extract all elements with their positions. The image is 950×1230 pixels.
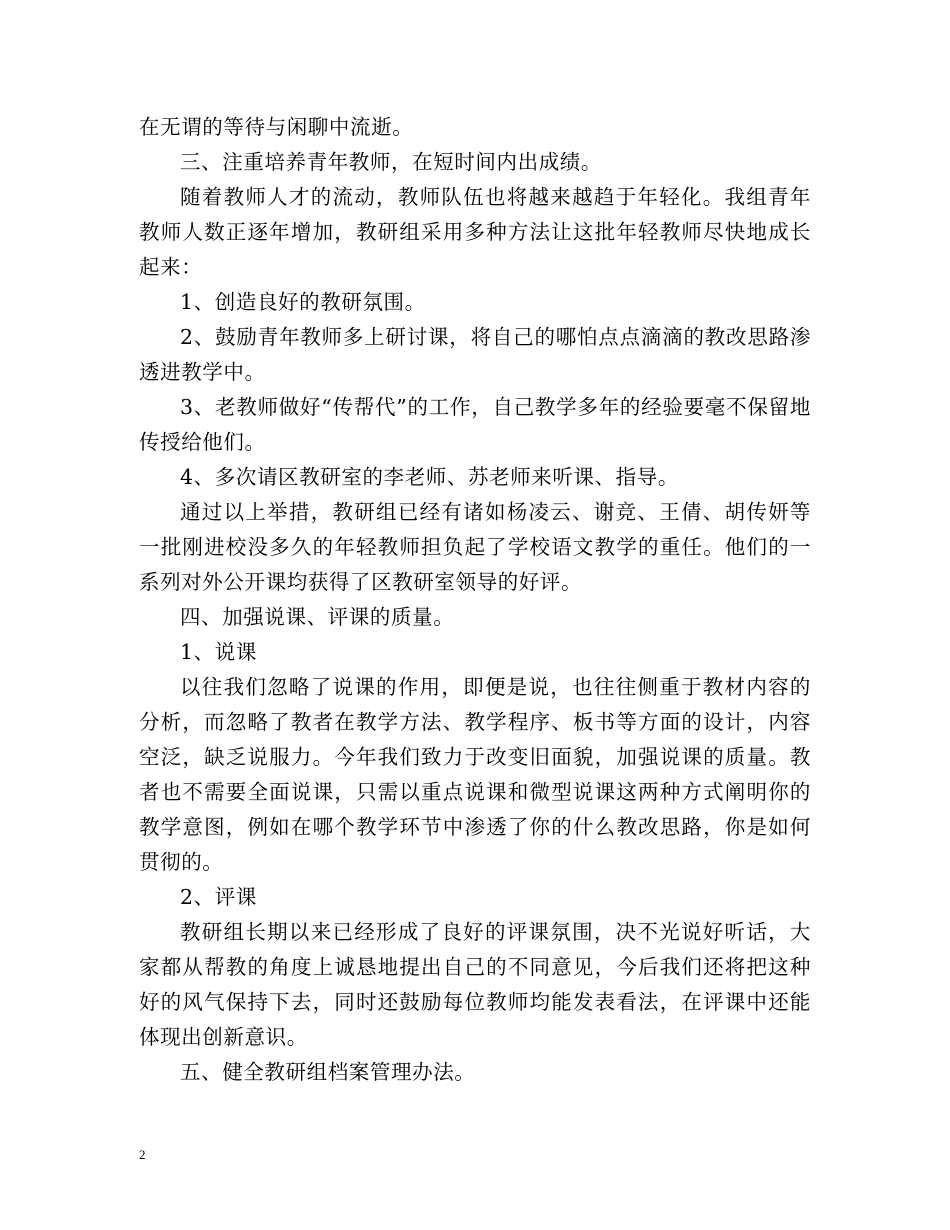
paragraph: 随着教师人才的流动，教师队伍也将越来越趋于年轻化。我组青年教师人数正逐年增加，教研组采用多种方法让这批年轻教师尽快地成长起来： [139,185,811,279]
paragraph: 通过以上举措，教研组已经有诸如杨凌云、谢竞、王倩、胡传妍等一批刚进校没多久的年轻教师担负起了学校语文教学的重任。他们的一系列对外公开课均获得了区教研室领导的好评。 [139,500,811,594]
section-heading-3: 三、注重培养青年教师，在短时间内出成绩。 [180,150,602,174]
list-item: 1、创造良好的教研氛围。 [180,290,426,314]
list-item: 2、鼓励青年教师多上研讨课，将自己的哪怕点点滴滴的教改思路渗透进教学中。 [139,325,811,384]
section-heading-4: 四、加强说课、评课的质量。 [180,605,455,629]
document-body [139,110,811,1090]
paragraph: 教研组长期以来已经形成了良好的评课氛围，决不光说好听话，大家都从帮教的角度上诚恳地提出自己的不同意见，今后我们还将把这种好的风气保持下去，同时还鼓励每位教师均能发表看法，在评课中还能体现出创新意识。 [139,920,811,1049]
paragraph-continuation: 在无谓的等待与闲聊中流逝。 [139,115,414,139]
subheading: 2、评课 [180,885,257,909]
paragraph: 以往我们忽略了说课的作用，即便是说，也往往侧重于教材内容的分析，而忽略了教者在教学方法、教学程序、板书等方面的设计，内容空泛，缺乏说服力。今年我们致力于改变旧面貌，加强说课的质量。教者也不需要全面说课，只需以重点说课和微型说课这两种方式阐明你的教学意图，例如在哪个教学环节中渗透了你的什么教改思路，你是如何贯彻的。 [139,675,811,874]
list-item: 3、老教师做好“传帮代”的工作，自己教学多年的经验要毫不保留地传授给他们。 [139,395,811,454]
page-number: 2 [139,1147,146,1162]
list-item: 4、多次请区教研室的李老师、苏老师来听课、指导。 [180,465,679,489]
subheading: 1、说课 [180,640,257,664]
section-heading-5: 五、健全教研组档案管理办法。 [180,1060,476,1084]
